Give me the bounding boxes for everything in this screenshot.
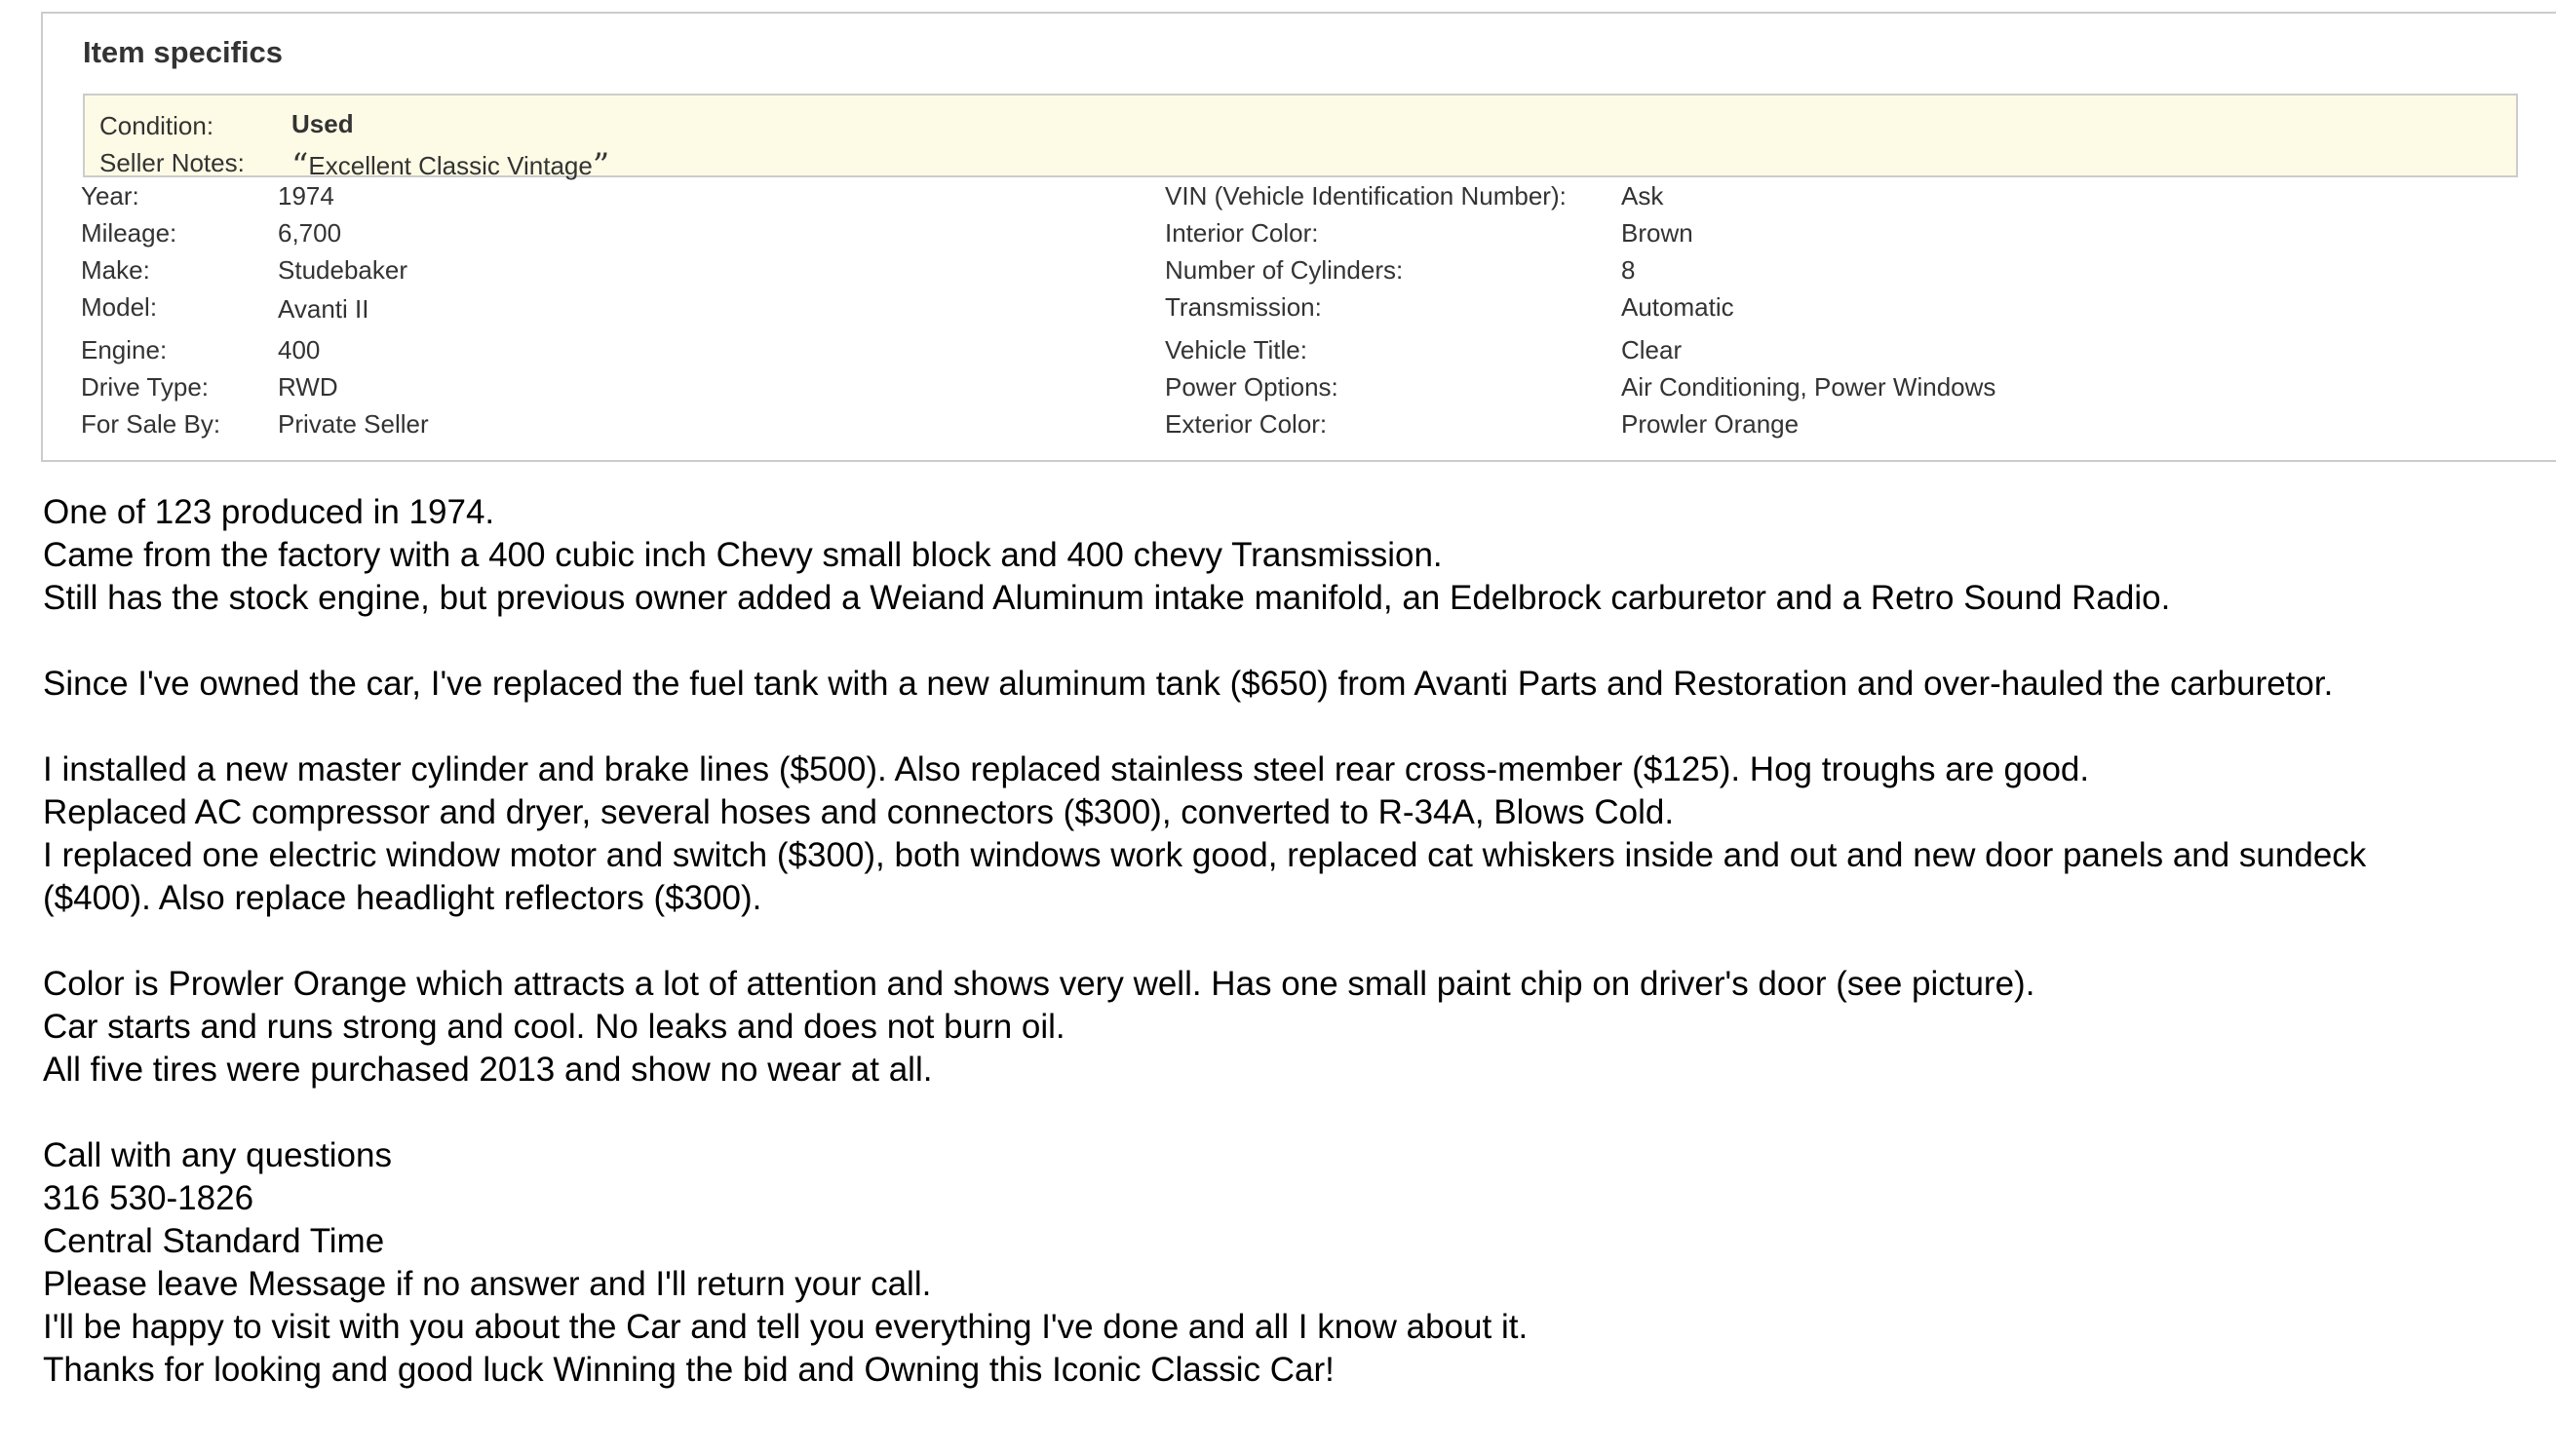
condition-label: Condition: xyxy=(99,111,214,140)
spec-value-vehicle-title: Clear xyxy=(1621,335,1683,364)
seller-notes-value xyxy=(291,146,609,185)
spec-label-transmission: Transmission: xyxy=(1165,292,1322,322)
spec-value-vin: Ask xyxy=(1621,181,1664,211)
description-line: I installed a new master cylinder and brake lines ($500). Also replaced stainless steel rear cross-member ($125). Hog troughs are good. xyxy=(43,750,2090,788)
spec-label-make: Make: xyxy=(81,255,150,285)
paragraph-gap xyxy=(43,620,2538,663)
description-line: One of 123 produced in 1974. xyxy=(43,493,495,531)
close-quote: ” xyxy=(592,146,610,185)
description-line: I replaced one electric window motor and switch ($300), both windows work good, replaced cat whiskers inside and out and new door panels and sundeck xyxy=(43,836,2367,874)
spec-label-exterior-color: Exterior Color: xyxy=(1165,409,1328,439)
description-line: Still has the stock engine, but previous owner added a Weiand Aluminum intake manifold, an Edelbrock carburetor and a Retro Sound Radio. xyxy=(43,579,2171,617)
description-line: Since I've owned the car, I've replaced the fuel tank with a new aluminum tank ($650) from Avanti Parts and Restoration and over-hauled the carburetor. xyxy=(43,665,2334,703)
spec-value-drive-type: RWD xyxy=(278,372,338,402)
spec-label-cylinders: Number of Cylinders: xyxy=(1165,255,1404,285)
description-line: Call with any questions xyxy=(43,1136,392,1174)
open-quote: “ xyxy=(291,146,309,185)
paragraph-gap xyxy=(43,706,2538,748)
spec-label-for-sale-by: For Sale By: xyxy=(81,409,221,439)
spec-label-engine: Engine: xyxy=(81,335,168,364)
item-description xyxy=(43,491,2538,1392)
spec-value-for-sale-by: Private Seller xyxy=(278,409,429,439)
description-line: ($400). Also replace headlight reflectors ($300). xyxy=(43,879,762,917)
seller-notes-text: Excellent Classic Vintage xyxy=(308,151,593,180)
spec-label-power-options: Power Options: xyxy=(1165,372,1338,402)
spec-value-cylinders: 8 xyxy=(1621,255,1636,285)
description-line: Color is Prowler Orange which attracts a lot of attention and shows very well. Has one small paint chip on driver's door (see picture). xyxy=(43,965,2035,1003)
spec-value-transmission: Automatic xyxy=(1621,292,1734,322)
spec-label-drive-type: Drive Type: xyxy=(81,372,210,402)
seller-notes-label: Seller Notes: xyxy=(99,148,245,177)
description-line: I'll be happy to visit with you about the Car and tell you everything I've done and all I know about it. xyxy=(43,1308,1529,1346)
spec-value-exterior-color: Prowler Orange xyxy=(1621,409,1800,439)
item-specifics-title: Item specifics xyxy=(83,35,284,69)
description-line: Please leave Message if no answer and I'll return your call. xyxy=(43,1265,932,1303)
spec-label-year: Year: xyxy=(81,181,139,211)
condition-value: Used xyxy=(291,109,354,138)
description-line: All five tires were purchased 2013 and show no wear at all. xyxy=(43,1051,933,1089)
phone-number: 316 530-1826 xyxy=(43,1179,254,1217)
spec-value-mileage: 6,700 xyxy=(278,218,342,248)
spec-label-vin: VIN (Vehicle Identification Number): xyxy=(1165,181,1567,211)
spec-value-make: Studebaker xyxy=(278,255,407,285)
spec-value-power-options: Air Conditioning, Power Windows xyxy=(1621,372,1996,402)
condition-box xyxy=(83,94,2518,185)
paragraph-gap xyxy=(43,1092,2538,1134)
description-line: Central Standard Time xyxy=(43,1222,385,1260)
spec-value-year: 1974 xyxy=(278,181,334,211)
spec-label-interior-color: Interior Color: xyxy=(1165,218,1319,248)
description-line: Car starts and runs strong and cool. No leaks and does not burn oil. xyxy=(43,1008,1065,1046)
description-line: Replaced AC compressor and dryer, several hoses and connectors ($300), converted to R-34A, Blows Cold. xyxy=(43,793,1675,831)
paragraph-gap xyxy=(43,920,2538,963)
spec-label-mileage: Mileage: xyxy=(81,218,177,248)
description-line: Thanks for looking and good luck Winning the bid and Owning this Iconic Classic Car! xyxy=(43,1351,1335,1389)
spec-label-model: Model: xyxy=(81,292,158,322)
spec-label-vehicle-title: Vehicle Title: xyxy=(1165,335,1307,364)
spec-value-interior-color: Brown xyxy=(1621,218,1693,248)
description-line: Came from the factory with a 400 cubic inch Chevy small block and 400 chevy Transmission. xyxy=(43,536,1443,574)
spec-value-model: Avanti II xyxy=(278,294,369,324)
spec-value-engine: 400 xyxy=(278,335,321,364)
